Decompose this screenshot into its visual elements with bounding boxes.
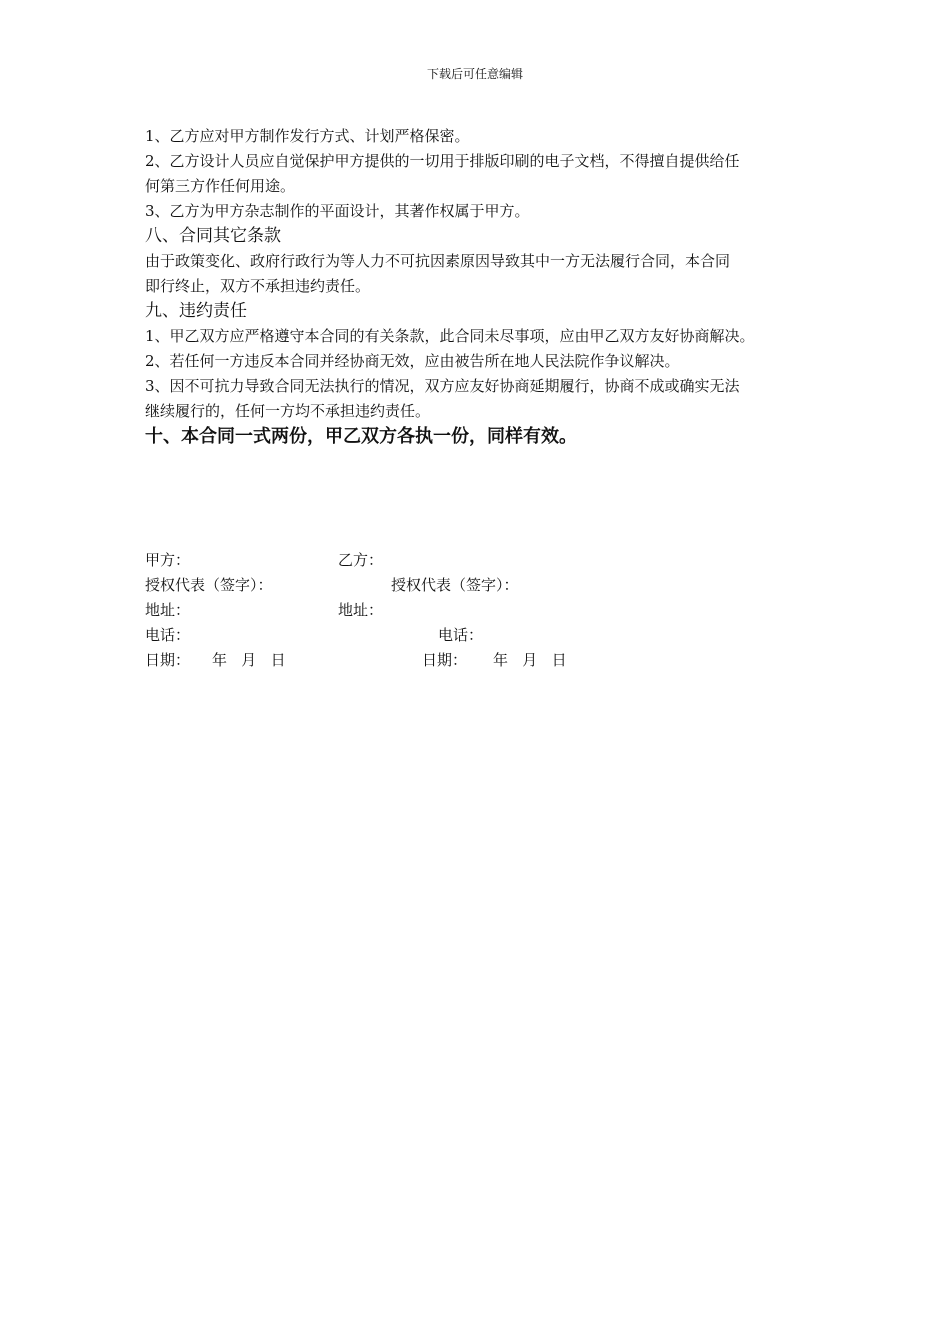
section-heading-other-terms: 八、合同其它条款 — [145, 226, 281, 246]
party-b-date-fill: 年 月 日 — [493, 651, 567, 669]
liability-item-2: 2、若任何一方违反本合同并经协商无效，应由被告所在地人民法院作争议解决。 — [145, 352, 680, 370]
section-heading-liability: 九、违约责任 — [145, 301, 247, 321]
party-a-phone-label: 电话： — [145, 626, 191, 644]
other-terms-line-1: 由于政策变化、政府行政行为等人力不可抗因素原因导致其中一方无法履行合同，本合同 — [145, 252, 731, 270]
party-a-representative-label: 授权代表（签字）： — [145, 576, 273, 594]
party-b-label: 乙方： — [338, 551, 384, 569]
other-terms-line-2: 即行终止，双方不承担违约责任。 — [145, 277, 371, 295]
party-a-date-fill: 年 月 日 — [212, 651, 286, 669]
confidentiality-item-1: 1、乙方应对甲方制作发行方式、计划严格保密。 — [145, 127, 470, 145]
party-a-date-label: 日期： — [145, 651, 191, 669]
confidentiality-item-2-line-1: 2、乙方设计人员应自觉保护甲方提供的一切用于排版印刷的电子文档，不得擅自提供给任 — [145, 152, 740, 170]
party-b-address-label: 地址： — [338, 601, 384, 619]
party-a-address-label: 地址： — [145, 601, 191, 619]
liability-item-1: 1、甲乙双方应严格遵守本合同的有关条款，此合同未尽事项，应由甲乙双方友好协商解决。 — [145, 327, 755, 345]
party-b-phone-label: 电话： — [438, 626, 484, 644]
liability-item-3-line-1: 3、因不可抗力导致合同无法执行的情况，双方应友好协商延期履行，协商不成或确实无法 — [145, 377, 740, 395]
contract-body — [145, 124, 825, 450]
section-heading-copies: 十、本合同一式两份，甲乙双方各执一份，同样有效。 — [145, 426, 577, 447]
confidentiality-item-2-line-2: 何第三方作任何用途。 — [145, 177, 296, 195]
confidentiality-item-3: 3、乙方为甲方杂志制作的平面设计，其著作权属于甲方。 — [145, 202, 530, 220]
party-b-date-label: 日期： — [422, 651, 468, 669]
party-a-label: 甲方： — [145, 551, 191, 569]
party-b-representative-label: 授权代表（签字）： — [391, 576, 519, 594]
page-header-note: 下载后可任意编辑 — [426, 67, 523, 81]
liability-item-3-line-2: 继续履行的，任何一方均不承担违约责任。 — [145, 402, 431, 420]
